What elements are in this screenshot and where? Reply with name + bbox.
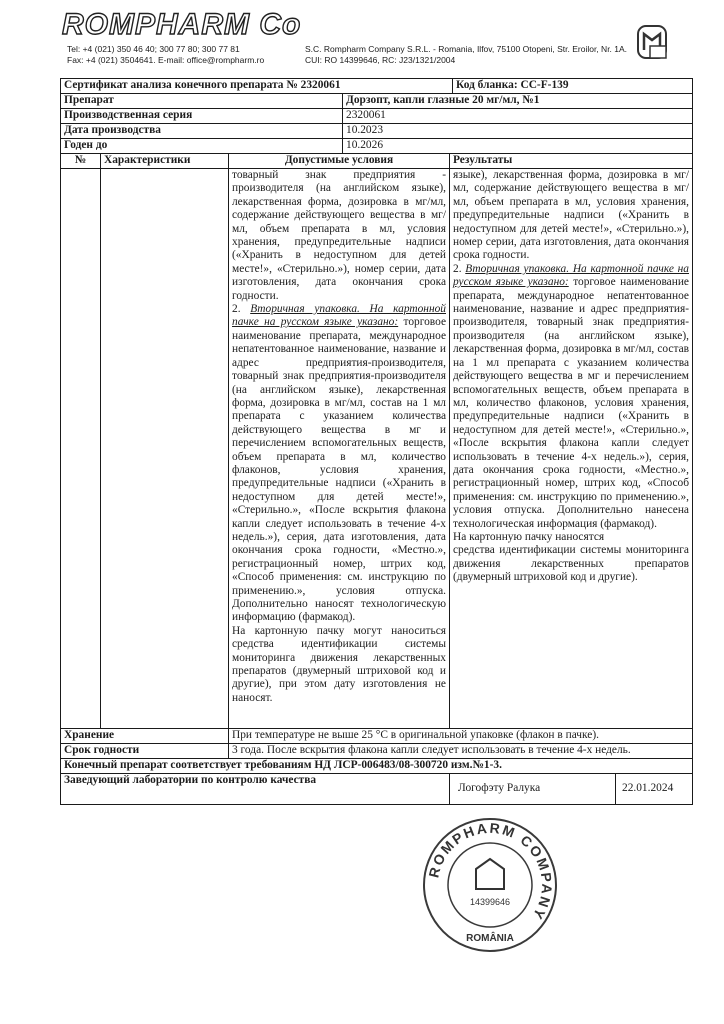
stamp-country: ROMÂNIA <box>466 933 514 944</box>
storage-label: Хранение <box>61 729 229 744</box>
field-value-expiry: 10.2026 <box>343 139 693 154</box>
signature-role: Заведующий лаборатории по контролю качества <box>61 774 450 805</box>
company-stamp <box>420 815 560 955</box>
secondary-packaging-text: торговое наименование препарата, международное непатентованное наименование, название и адрес предприятия-производителя, товарный знак предприятия-производителя (на английском языке), лекарственная форма, дозировка в мг/мл, состав на 1 мл препарата с указанием количества действующего вещества в мг и перечислением вспомогательных веществ, объем препарата в мл, количество флаконов, условия хранения, предупредительные надписи («Хранить в недоступном для детей месте!», «Стерильно.», «После вскрытия флакона капли следует использовать в течение 4-х недель.»), серия, дата изготовления, дата окончания срока годности, «Местно.», регистрационный номер, штрих код, «Способ применения: см. инструкцию по применению.», условия отпуска. Дополнительно наносят технологическую информацию (фармакод). <box>232 316 447 624</box>
phone-line: Tel: +4 (021) 350 46 40; 300 77 80; 300 77 81 <box>67 44 240 54</box>
list-number: 2. <box>232 303 251 316</box>
storage-value: При температуре не выше 25 °С в оригинальной упаковке (флакон в пачке). <box>229 729 693 744</box>
field-label-expiry: Годен до <box>61 139 343 154</box>
conditions-paragraph <box>232 303 446 625</box>
conditions-paragraph: На картонную пачку могут наноситься средства идентификации системы мониторинга движения лекарственных препаратов (двумерный штриховой код и другие), при этом дату изготовления не наносят. <box>232 624 446 704</box>
contact-info <box>67 44 264 66</box>
secondary-packaging-heading: Вторичная упаковка. На картонной пачке на русском языке указано: <box>232 303 446 329</box>
fax-line: Fax: +4 (021) 3504641. E-mail: office@rompharm.ro <box>67 55 265 65</box>
secondary-packaging-text: торговое наименование препарата, международное непатентованное наименование, название и адрес предприятия-производителя, товарный знак предприятия-производителя (на английском языке), лекарственная форма, дозировка в мг/мл, состав на 1 мл препарата с указанием количества действующего вещества в мг и перечислением вспомогательных веществ, объем препарата в мл, количество флаконов, условия хранения, предупредительные надписи («Хранить в недоступном для детей месте!», «Стерильно.», «После вскрытия флакона капли следует использовать в течение 4-х недель.»), серия, дата окончания срока годности, «Местно.», регистрационный номер, штрих код, «Способ применения: см. инструкцию по применению.», условия отпуска. Дополнительно нанесена технологическая информация (фармакод). <box>453 276 689 530</box>
row-num-cell <box>61 169 101 729</box>
secondary-packaging-heading: Вторичная упаковка. На картонной пачке на русском языке указано: <box>453 262 690 289</box>
field-label-batch: Производственная серия <box>61 109 343 124</box>
results-paragraph: языке), лекарственная форма, дозировка в мг/мл, содержание действующего вещества в мг/мл, объем препарата в мл, условия хранения, предупредительные надписи («Хранить в недоступном для детей месте!», «Стерильно.»), номер серии, дата изготовления, дата окончания срока годности. <box>453 169 689 262</box>
corner-logo-icon <box>632 20 672 64</box>
field-value-product: Дорзопт, капли глазные 20 мг/мл, №1 <box>343 94 693 109</box>
shelf-life-label: Срок годности <box>61 744 229 759</box>
company-registration: CUI: RO 14399646, RC: J23/1321/2004 <box>305 55 456 65</box>
results-paragraph <box>453 263 689 531</box>
conditions-cell <box>229 169 450 729</box>
column-header-num: № <box>61 154 101 169</box>
company-address: S.C. Rompharm Company S.R.L. - Romania, Ilfov, 75100 Otopeni, Str. Eroilor, Nr. 1A. <box>305 44 628 54</box>
signature-name: Логофэту Ралука <box>450 774 616 804</box>
field-label-manufacture-date: Дата производства <box>61 124 343 139</box>
conclusion: Конечный препарат соответствует требованиям НД ЛСР-006483/08-300720 изм.№1-3. <box>61 759 693 774</box>
field-value-batch: 2320061 <box>343 109 693 124</box>
svg-text:ROMPHARM COMPANY <box>425 820 555 924</box>
certificate-info-table <box>60 78 693 154</box>
stamp-ring-text: ROMPHARM COMPANY <box>425 819 556 924</box>
form-code: Код бланка: СС-F-139 <box>453 79 693 94</box>
certificate-title: Сертификат анализа конечного препарата № 2320061 <box>61 79 453 94</box>
signature-date: 22.01.2024 <box>622 782 674 794</box>
column-header-results: Результаты <box>450 154 693 169</box>
column-header-conditions: Допустимые условия <box>229 154 450 169</box>
list-number: 2. <box>453 262 466 275</box>
stamp-emblem-icon <box>476 859 504 889</box>
field-label-product: Препарат <box>61 94 343 109</box>
row-characteristics-cell <box>101 169 229 729</box>
signature-block <box>450 774 693 805</box>
results-paragraph: средства идентификации системы мониторинга движения лекарственных препаратов (двумерный штриховой код и другие). <box>453 544 689 584</box>
conditions-paragraph: товарный знак предприятия - производителя (на английском языке), лекарственная форма, дозировка в мг/мл, содержание действующего вещества в мг/мл, объем препарата в мл, условия хранения, предупредительные надписи («Хранить в недоступном для детей месте!», «Стерильно.»), номер серии, дата изготовления, дата окончания срока годности. <box>232 169 446 302</box>
company-info <box>305 44 627 66</box>
field-value-manufacture-date: 10.2023 <box>343 124 693 139</box>
company-logo: ROMPHARM Co <box>62 8 302 41</box>
results-cell <box>450 169 693 729</box>
results-table <box>60 153 693 805</box>
results-paragraph: На картонную пачку наносятся <box>453 530 605 543</box>
column-header-characteristics: Характеристики <box>101 154 229 169</box>
stamp-number: 14399646 <box>469 897 511 907</box>
shelf-life-value: 3 года. После вскрытия флакона капли следует использовать в течение 4-х недель. <box>229 744 693 759</box>
